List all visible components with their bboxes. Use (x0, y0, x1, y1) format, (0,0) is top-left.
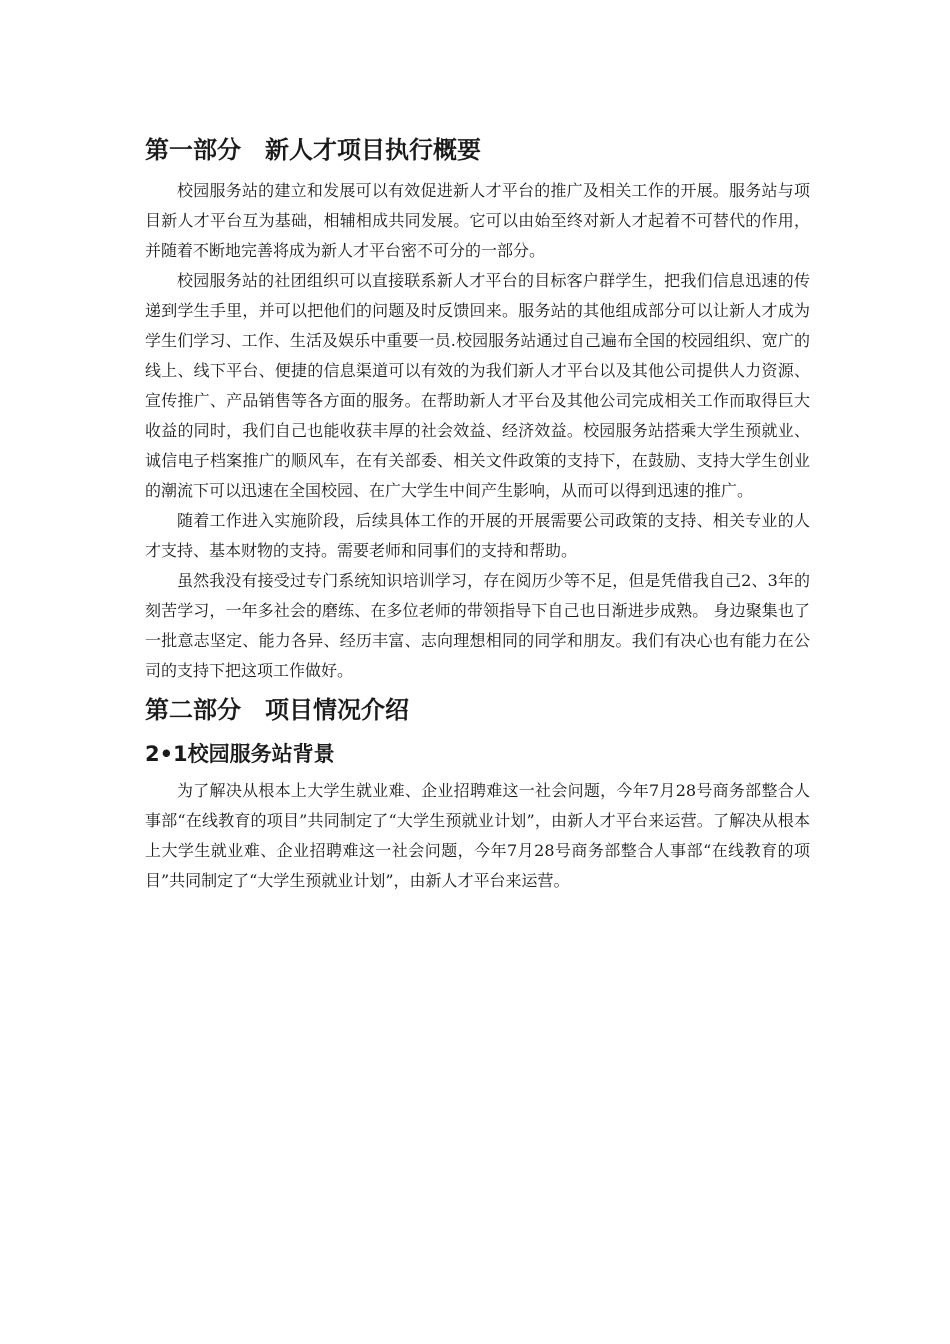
part1-heading: 第一部分 新人才项目执行概要 (145, 136, 481, 164)
part1-paragraph-4: 虽然我没有接受过专门系统知识培训学习，存在阅历少等不足，但是凭借我自己2、3年的刻苦学习，一年多社会的磨练、在多位老师的带领指导下自己也日渐进步成熟。 身边聚集也了一批意志坚定、能力各异、经历丰富、志向理想相同的同学和朋友。我们有决心也有能力在公司的支持下把这项工作做好。 (145, 571, 810, 680)
part1-paragraph-2: 校园服务站的社团组织可以直接联系新人才平台的目标客户群学生，把我们信息迅速的传递到学生手里，并可以把他们的问题及时反馈回来。服务站的其他组成部分可以让新人才成为学生们学习、工作、生活及娱乐中重要一员.校园服务站通过自己遍布全国的校园组织、宽广的线上、线下平台、便捷的信息渠道可以有效的为我们新人才平台以及其他公司提供人力资源、宣传推广、产品销售等各方面的服务。在帮助新人才平台及其他公司完成相关工作而取得巨大收益的同时，我们自己也能收获丰厚的社会效益、经济效益。校园服务站搭乘大学生预就业、诚信电子档案推广的顺风车，在有关部委、相关文件政策的支持下，在鼓励、支持大学生创业的潮流下可以迅速在全国校园、在广大学生中间产生影响，从而可以得到迅速的推广。 (145, 271, 810, 500)
part1-paragraph-1: 校园服务站的建立和发展可以有效促进新人才平台的推广及相关工作的开展。服务站与项目新人才平台互为基础，相辅相成共同发展。它可以由始至终对新人才起着不可替代的作用，并随着不断地完善将成为新人才平台密不可分的一部分。 (145, 181, 810, 260)
part1-paragraph-3: 随着工作进入实施阶段，后续具体工作的开展的开展需要公司政策的支持、相关专业的人才支持、基本财物的支持。需要老师和同事们的支持和帮助。 (145, 511, 810, 560)
part2-heading: 第二部分 项目情况介绍 (145, 696, 409, 724)
subsection-paragraph-1: 为了解决从根本上大学生就业难、企业招聘难这一社会问题，今年7月28号商务部整合人事部“在线教育的项目”共同制定了“大学生预就业计划”，由新人才平台来运营。了解决从根本上大学生就业难、企业招聘难这一社会问题，今年7月28号商务部整合人事部“在线教育的项目”共同制定了“大学生预就业计划”，由新人才平台来运营。 (145, 781, 810, 890)
subsection-heading: 2•1校园服务站背景 (145, 742, 335, 766)
document-body (145, 130, 810, 896)
